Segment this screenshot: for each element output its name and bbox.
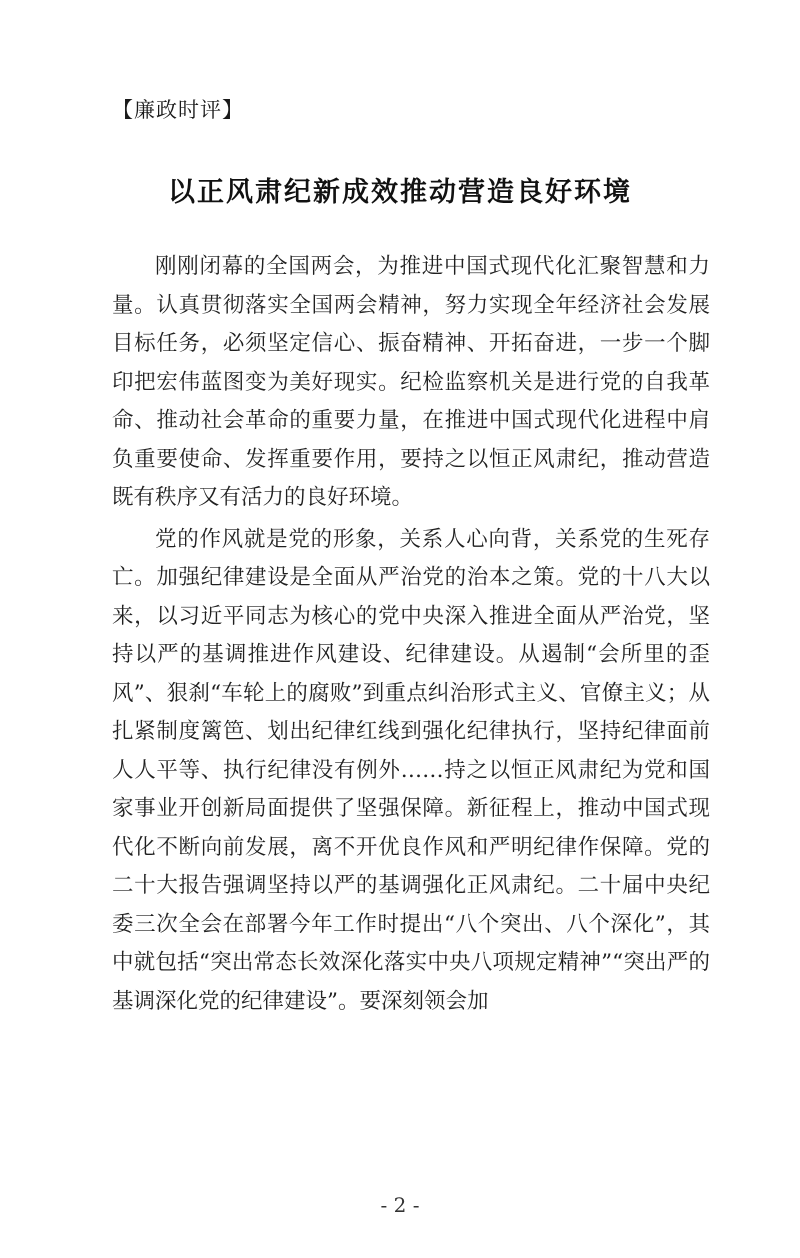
paragraph-2: 党的作风就是党的形象，关系人心向背，关系党的生死存亡。加强纪律建设是全面从严治党的治本之策。党的十八大以来，以习近平同志为核心的党中央深入推进全面从严治党，坚持以严的基调推进作风建设、纪律建设。从遏制“会所里的歪风”、狠刹“车轮上的腐败”到重点纠治形式主义、官僚主义；从扎紧制度篱笆、划出纪律红线到强化纪律执行，坚持纪律面前人人平等、执行纪律没有例外……持之以恒正风肃纪为党和国家事业开创新局面提供了坚强保障。新征程上，推动中国式现代化不断向前发展，离不开优良作风和严明纪律作保障。党的二十大报告强调坚持以严的基调强化正风肃纪。二十届中央纪委三次全会在部署今年工作时提出“八个突出、八个深化”，其中就包括“突出常态长效深化落实中央八项规定精神”“突出严的基调深化党的纪律建设”。要深刻领会加 [112, 526, 710, 1014]
paragraph-1: 刚刚闭幕的全国两会，为推进中国式现代化汇聚智慧和力量。认真贯彻落实全国两会精神，努力实现全年经济社会发展目标任务，必须坚定信心、振奋精神、开拓奋进，一步一个脚印把宏伟蓝图变为美好现实。纪检监察机关是进行党的自我革命、推动社会革命的重要力量，在推进中国式现代化进程中肩负重要使命、发挥重要作用，要持之以恒正风肃纪，推动营造既有秩序又有活力的良好环境。 [112, 254, 710, 510]
page-number: - 2 - [380, 1193, 420, 1217]
document-title: 以正风肃纪新成效推动营造良好环境 [168, 177, 632, 208]
article-body [112, 248, 710, 1024]
column-tag: 【廉政时评】 [112, 98, 244, 122]
